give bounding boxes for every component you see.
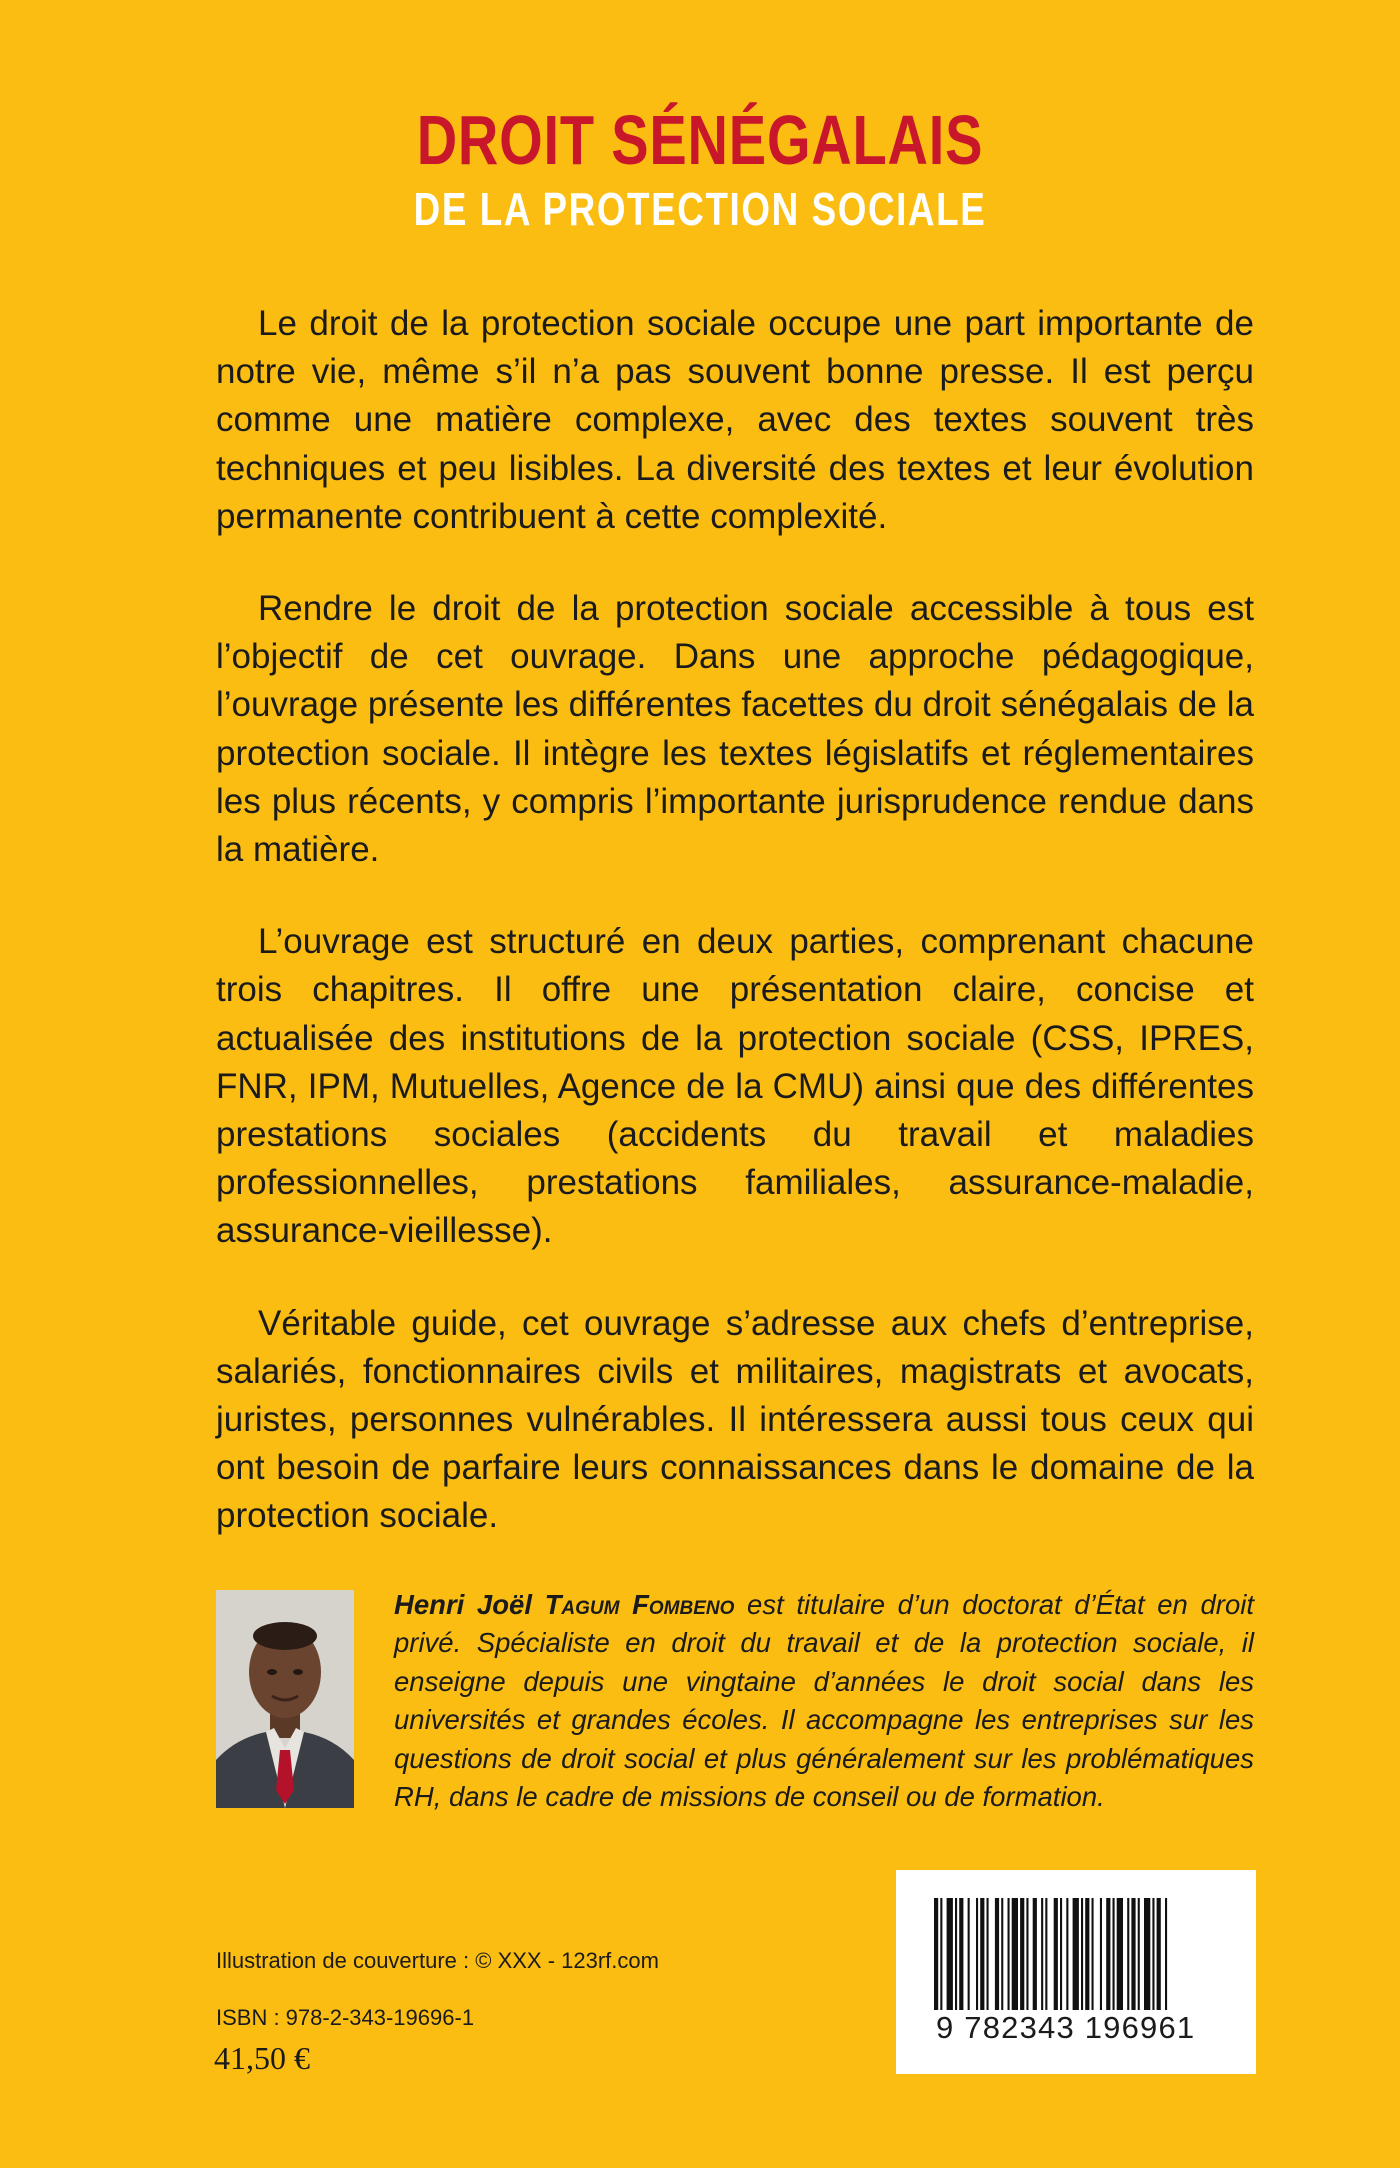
paragraph: Le droit de la protection sociale occupe une part importante de notre vie, même s’il n’a pas souvent bonne presse. Il est perçu comme une matière complexe, avec des textes souvent très techniques et peu lisibles. La diversité des textes et leur évolution permanente contribuent à cette complexité. [216,304,1254,536]
barcode-bar [947,1898,953,2010]
barcode-bar [1138,1898,1140,2010]
barcode-bar [940,1898,942,2010]
barcode-bar [1127,1898,1129,2010]
barcode-bar [1106,1898,1110,2010]
author-photo [216,1590,354,1808]
barcode-bar [1066,1898,1068,2010]
barcode-bar [1157,1898,1161,2010]
barcode-bar [934,1898,938,2010]
barcode-bar [1041,1898,1043,2010]
barcode-bar [1100,1898,1102,2010]
barcode-bar [1020,1898,1024,2010]
barcode-bar [1045,1898,1047,2010]
barcode-bar [1131,1898,1135,2010]
barcode-bar [1092,1898,1094,2010]
barcode-bar [1085,1898,1089,2010]
barcode-bar [1026,1898,1028,2010]
paragraph: Véritable guide, cet ouvrage s’adresse aux chefs d’entreprise, salariés, fonctionnaires civils et militaires, magistrats et avocats, juristes, personnes vulnérables. Il intéressera aussi tous ceux qui ont besoin de parfaire leurs connaissances dans le domaine de la protection sociale. [216,1303,1254,1536]
barcode-bars-icon [932,1898,1222,2018]
paragraph: Rendre le droit de la protection sociale accessible à tous est l’objectif de cet ouvrage. Dans une approche pédagogique, l’ouvrage présente les différentes facettes du droit sénégalais de la protection sociale. Il intègre les textes législatifs et réglementaires les plus récents, y compris l’importante jurisprudence rendue dans la matière. [216,589,1254,870]
barcode-bar [980,1898,984,2010]
barcode-bar [1081,1898,1083,2010]
book-title: DROIT SÉNÉGALAIS [416,101,984,179]
barcode-bar [1113,1898,1115,2010]
barcode-bar [1033,1898,1037,2010]
cover-credits: Illustration de couverture : © XXX - 123rf.com [216,1948,659,1973]
barcode-digits: 9 782343 196961 [936,2010,1196,2045]
barcode-bar [968,1898,970,2010]
barcode-bar [1165,1898,1167,2010]
title-block [0,100,1400,236]
barcode-bar [1060,1898,1062,2010]
barcode-bar [976,1898,978,2010]
barcode-bar [1054,1898,1058,2010]
back-cover-text [216,300,1254,1585]
author-surname: Tagum Fombeno [544,1589,735,1620]
author-bio [394,1586,1254,1816]
barcode-bar [1117,1898,1123,2010]
barcode-bar [987,1898,989,2010]
barcode-bar [959,1898,963,2010]
author-first-names: Henri Joël [394,1589,532,1620]
barcode-bar [995,1898,999,2010]
author-bio-text: est titulaire d’un doctorat d’État en droit privé. Spécialiste en droit du travail et de la protection sociale, il enseigne depuis une vingtaine d’années le droit social dans les universités et grandes écoles. Il accompagne les entreprises sur les questions de droit social et plus généralement sur les problématiques RH, dans le cadre de missions de conseil ou de formation. [394,1589,1254,1813]
isbn: ISBN : 978-2-343-19696-1 [216,2005,475,2030]
barcode-bar [1152,1898,1154,2010]
price: 41,50 € [214,2040,310,2076]
barcode-bar [1008,1898,1010,2010]
barcode-bar [955,1898,957,2010]
barcode-bar [1012,1898,1018,2010]
book-subtitle: DE LA PROTECTION SOCIALE [413,183,987,235]
barcode [896,1870,1256,2074]
barcode-bar [1073,1898,1079,2010]
barcode-bar [1001,1898,1003,2010]
author-portrait-icon [216,1590,354,1808]
barcode-bar [1144,1898,1150,2010]
paragraph: L’ouvrage est structuré en deux parties, comprenant chacune trois chapitres. Il offre une présentation claire, concise et actualisée des institutions de la protection sociale (CSS, IPRES, FNR, IPM, Mutuelles, Agence de la CMU) ainsi que des différentes prestations sociales (accidents du travail et maladies professionnelles, prestations familiales, assurance-maladie, assurance-vieillesse). [216,922,1254,1251]
